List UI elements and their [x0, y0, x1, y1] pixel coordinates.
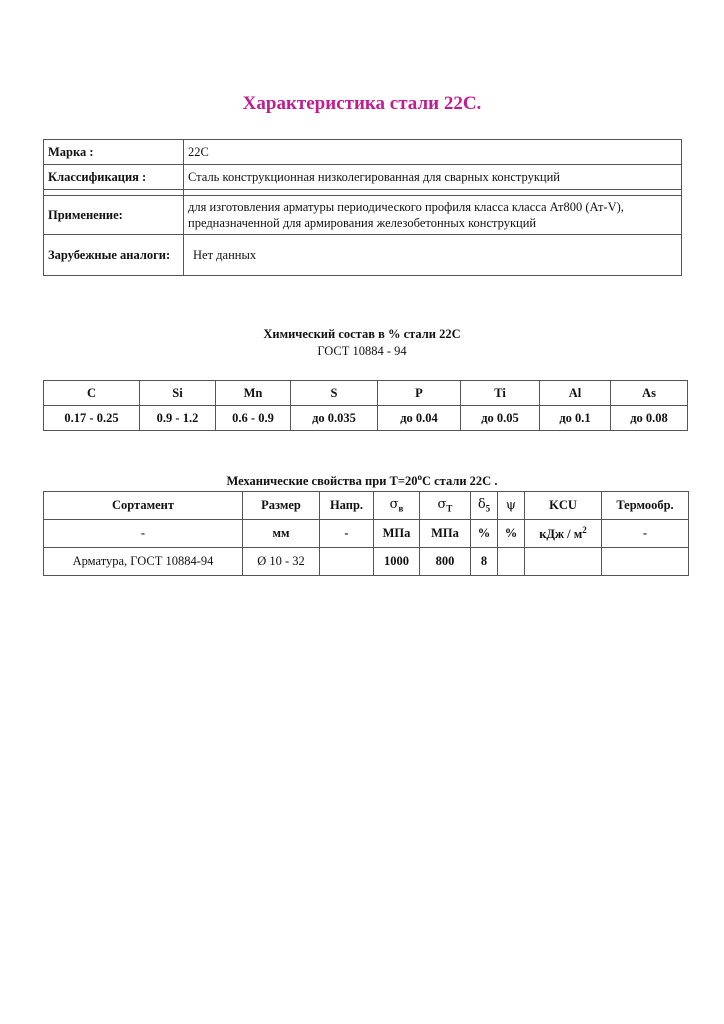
page-title: Характеристика стали 22С.	[242, 93, 482, 114]
mech-unit-size: мм	[243, 520, 320, 548]
chem-table	[43, 380, 688, 431]
mech-unit-sigma-b: МПа	[374, 520, 420, 548]
chem-title: Химический состав в % стали 22С	[263, 327, 461, 341]
kcu-unit-sup: 2	[582, 524, 587, 535]
mech-header-psi	[498, 492, 525, 520]
mech-header-kcu: KCU	[525, 492, 602, 520]
mech-table	[43, 491, 689, 576]
chem-value: до 0.08	[611, 406, 688, 431]
info-table	[43, 139, 682, 276]
info-row-marka	[44, 140, 682, 165]
use-label: Применение:	[44, 196, 184, 235]
mech-title-sup: o	[417, 472, 422, 482]
chem-value: 0.17 - 0.25	[44, 406, 140, 431]
mech-header-size: Размер	[243, 492, 320, 520]
use-value: для изготовления арматуры периодического профиля класса класса Ат800 (Ат-V), предназначенной для армирования железобетонных конструкций	[184, 196, 682, 235]
chem-header-row	[44, 381, 688, 406]
chem-value: до 0.1	[540, 406, 611, 431]
delta-symbol: δ	[477, 497, 486, 513]
mech-cell-term	[602, 548, 689, 576]
mech-title	[0, 472, 724, 489]
mech-unit-delta5: %	[471, 520, 498, 548]
chem-gost: ГОСТ 10884 - 94	[317, 344, 407, 358]
class-label: Классификация :	[44, 165, 184, 190]
analog-label: Зарубежные аналоги:	[44, 235, 184, 276]
chem-header: Ti	[461, 381, 540, 406]
marka-value: 22С	[184, 140, 682, 165]
sigma-b-symbol: σ	[389, 497, 399, 513]
chem-header: As	[611, 381, 688, 406]
info-row-use	[44, 196, 682, 235]
kcu-unit-text: кДж / м	[539, 527, 583, 542]
chem-header: C	[44, 381, 140, 406]
psi-symbol: ψ	[505, 498, 517, 513]
mech-header-row	[44, 492, 689, 520]
mech-cell-size: Ø 10 - 32	[243, 548, 320, 576]
chem-header: Mn	[216, 381, 291, 406]
mech-cell-delta5: 8	[471, 548, 498, 576]
mech-title-post: С стали 22С .	[421, 474, 498, 489]
chem-header: P	[378, 381, 461, 406]
mech-unit-psi: %	[498, 520, 525, 548]
mech-header-delta5	[471, 492, 498, 520]
mech-header-dir: Напр.	[320, 492, 374, 520]
mech-unit-sort: -	[44, 520, 243, 548]
mech-unit-sigma-t: МПа	[420, 520, 471, 548]
mech-header-sort: Сортамент	[44, 492, 243, 520]
mech-cell-sigma-t: 800	[420, 548, 471, 576]
mech-unit-kcu	[525, 520, 602, 548]
mech-header-sigma-t	[420, 492, 471, 520]
analog-value: Нет данных	[184, 235, 682, 276]
mech-cell-kcu	[525, 548, 602, 576]
chem-value-row	[44, 406, 688, 431]
chem-value: до 0.035	[291, 406, 378, 431]
mech-cell-sort: Арматура, ГОСТ 10884-94	[44, 548, 243, 576]
mech-unit-dir: -	[320, 520, 374, 548]
mech-units-row	[44, 520, 689, 548]
chem-value: 0.6 - 0.9	[216, 406, 291, 431]
chem-value: до 0.05	[461, 406, 540, 431]
chem-header: S	[291, 381, 378, 406]
chem-value: 0.9 - 1.2	[140, 406, 216, 431]
sigma-t-sub: T	[446, 503, 453, 514]
mech-header-term: Термообр.	[602, 492, 689, 520]
mech-title-pre: Механические свойства при Т=20	[226, 474, 418, 489]
mech-unit-term: -	[602, 520, 689, 548]
info-row-analog	[44, 235, 682, 276]
chem-value: до 0.04	[378, 406, 461, 431]
sigma-t-symbol: σ	[437, 497, 447, 513]
delta-sub: 5	[485, 503, 491, 514]
mech-cell-dir	[320, 548, 374, 576]
marka-label: Марка :	[44, 140, 184, 165]
chem-header: Al	[540, 381, 611, 406]
mech-header-sigma-b	[374, 492, 420, 520]
info-row-class	[44, 165, 682, 190]
sigma-b-sub: в	[398, 503, 404, 514]
mech-data-row	[44, 548, 689, 576]
class-value: Сталь конструкционная низколегированная для сварных конструкций	[184, 165, 682, 190]
mech-cell-sigma-b: 1000	[374, 548, 420, 576]
chem-header: Si	[140, 381, 216, 406]
mech-cell-psi	[498, 548, 525, 576]
